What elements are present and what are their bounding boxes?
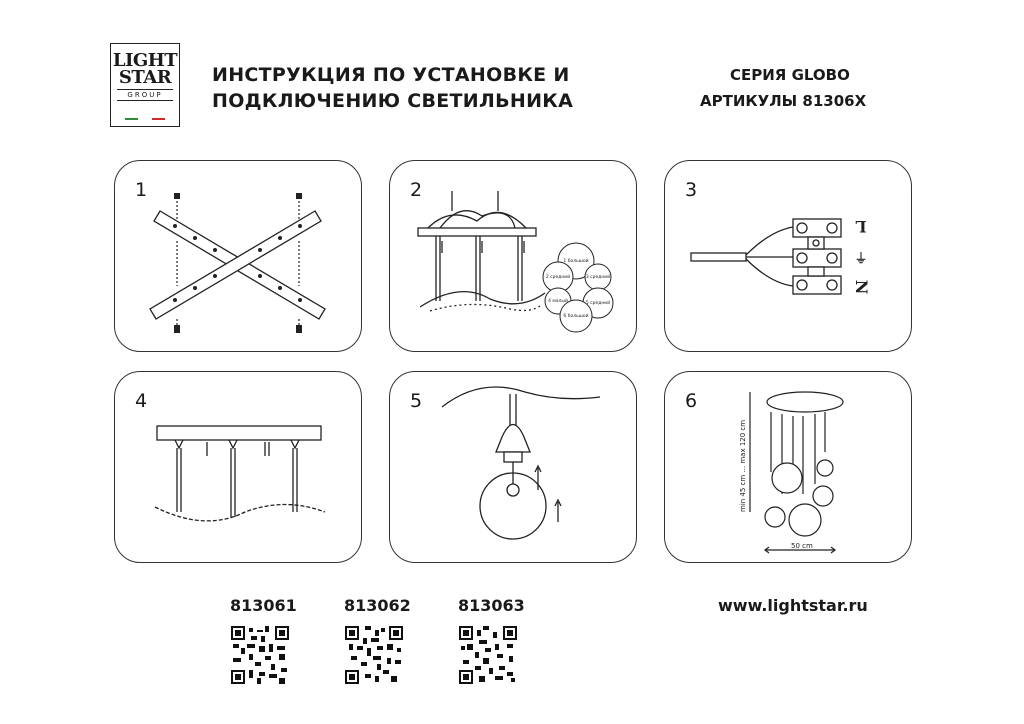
logo-line-2: STAR <box>118 67 172 88</box>
globe-label-6: 6 большой <box>563 314 589 319</box>
qr-code-icon[interactable] <box>345 626 403 684</box>
globe-label-1: 1 большой <box>563 259 589 264</box>
step-number: 2 <box>410 179 423 201</box>
live-wire-label: L <box>855 217 867 236</box>
width-dimension-label: 50 cm <box>791 542 813 550</box>
ceiling-plate-and-cable-illustration <box>390 161 638 353</box>
step-number: 4 <box>135 390 148 412</box>
step-number: 1 <box>135 179 148 201</box>
step-panel-1 <box>114 160 362 352</box>
globe-label-2: 2 средний <box>545 275 571 280</box>
qr-code-icon[interactable] <box>459 626 517 684</box>
ground-wire-label: ⏚ <box>854 252 868 267</box>
document-title <box>212 62 573 114</box>
article-code-1: 813061 <box>230 596 297 615</box>
step-panel-6 <box>664 371 912 563</box>
globe-attachment-illustration <box>390 372 638 564</box>
article-code-3: 813063 <box>458 596 525 615</box>
height-dimension-label: min 45 cm ... max 120 cm <box>739 419 747 512</box>
globe-label-3: 3 средний <box>585 275 611 280</box>
logo-line-3: GROUP <box>117 89 173 101</box>
qr-code-icon[interactable] <box>231 626 289 684</box>
assembled-chandelier-dimensions-illustration <box>665 372 913 564</box>
ceiling-mount-illustration <box>115 372 363 564</box>
series-name: СЕРИЯ GLOBO <box>730 66 850 84</box>
step-panel-5 <box>389 371 637 563</box>
step-panel-2 <box>389 160 637 352</box>
articles-label: АРТИКУЛЫ 81306X <box>700 92 867 110</box>
step-panel-4 <box>114 371 362 563</box>
title-line-1: ИНСТРУКЦИЯ ПО УСТАНОВКЕ И <box>212 64 570 86</box>
wiring-terminal-illustration <box>665 161 913 353</box>
italian-flag-icon <box>125 118 165 120</box>
step-number: 6 <box>685 390 698 412</box>
series-info <box>700 62 900 114</box>
neutral-wire-label: N <box>852 279 871 295</box>
globe-label-4: 4 малый <box>548 299 568 304</box>
step-number: 5 <box>410 390 423 412</box>
globe-label-5: 5 средний <box>585 301 611 306</box>
article-code-2: 813062 <box>344 596 411 615</box>
title-line-2: ПОДКЛЮЧЕНИЮ СВЕТИЛЬНИКА <box>212 90 574 112</box>
step-panel-3 <box>664 160 912 352</box>
mounting-bar-cross-illustration <box>115 161 363 353</box>
logo-line-1: LIGHT <box>112 50 178 71</box>
website-link[interactable]: www.lightstar.ru <box>718 596 868 615</box>
brand-logo <box>110 43 180 127</box>
step-number: 3 <box>685 179 698 201</box>
